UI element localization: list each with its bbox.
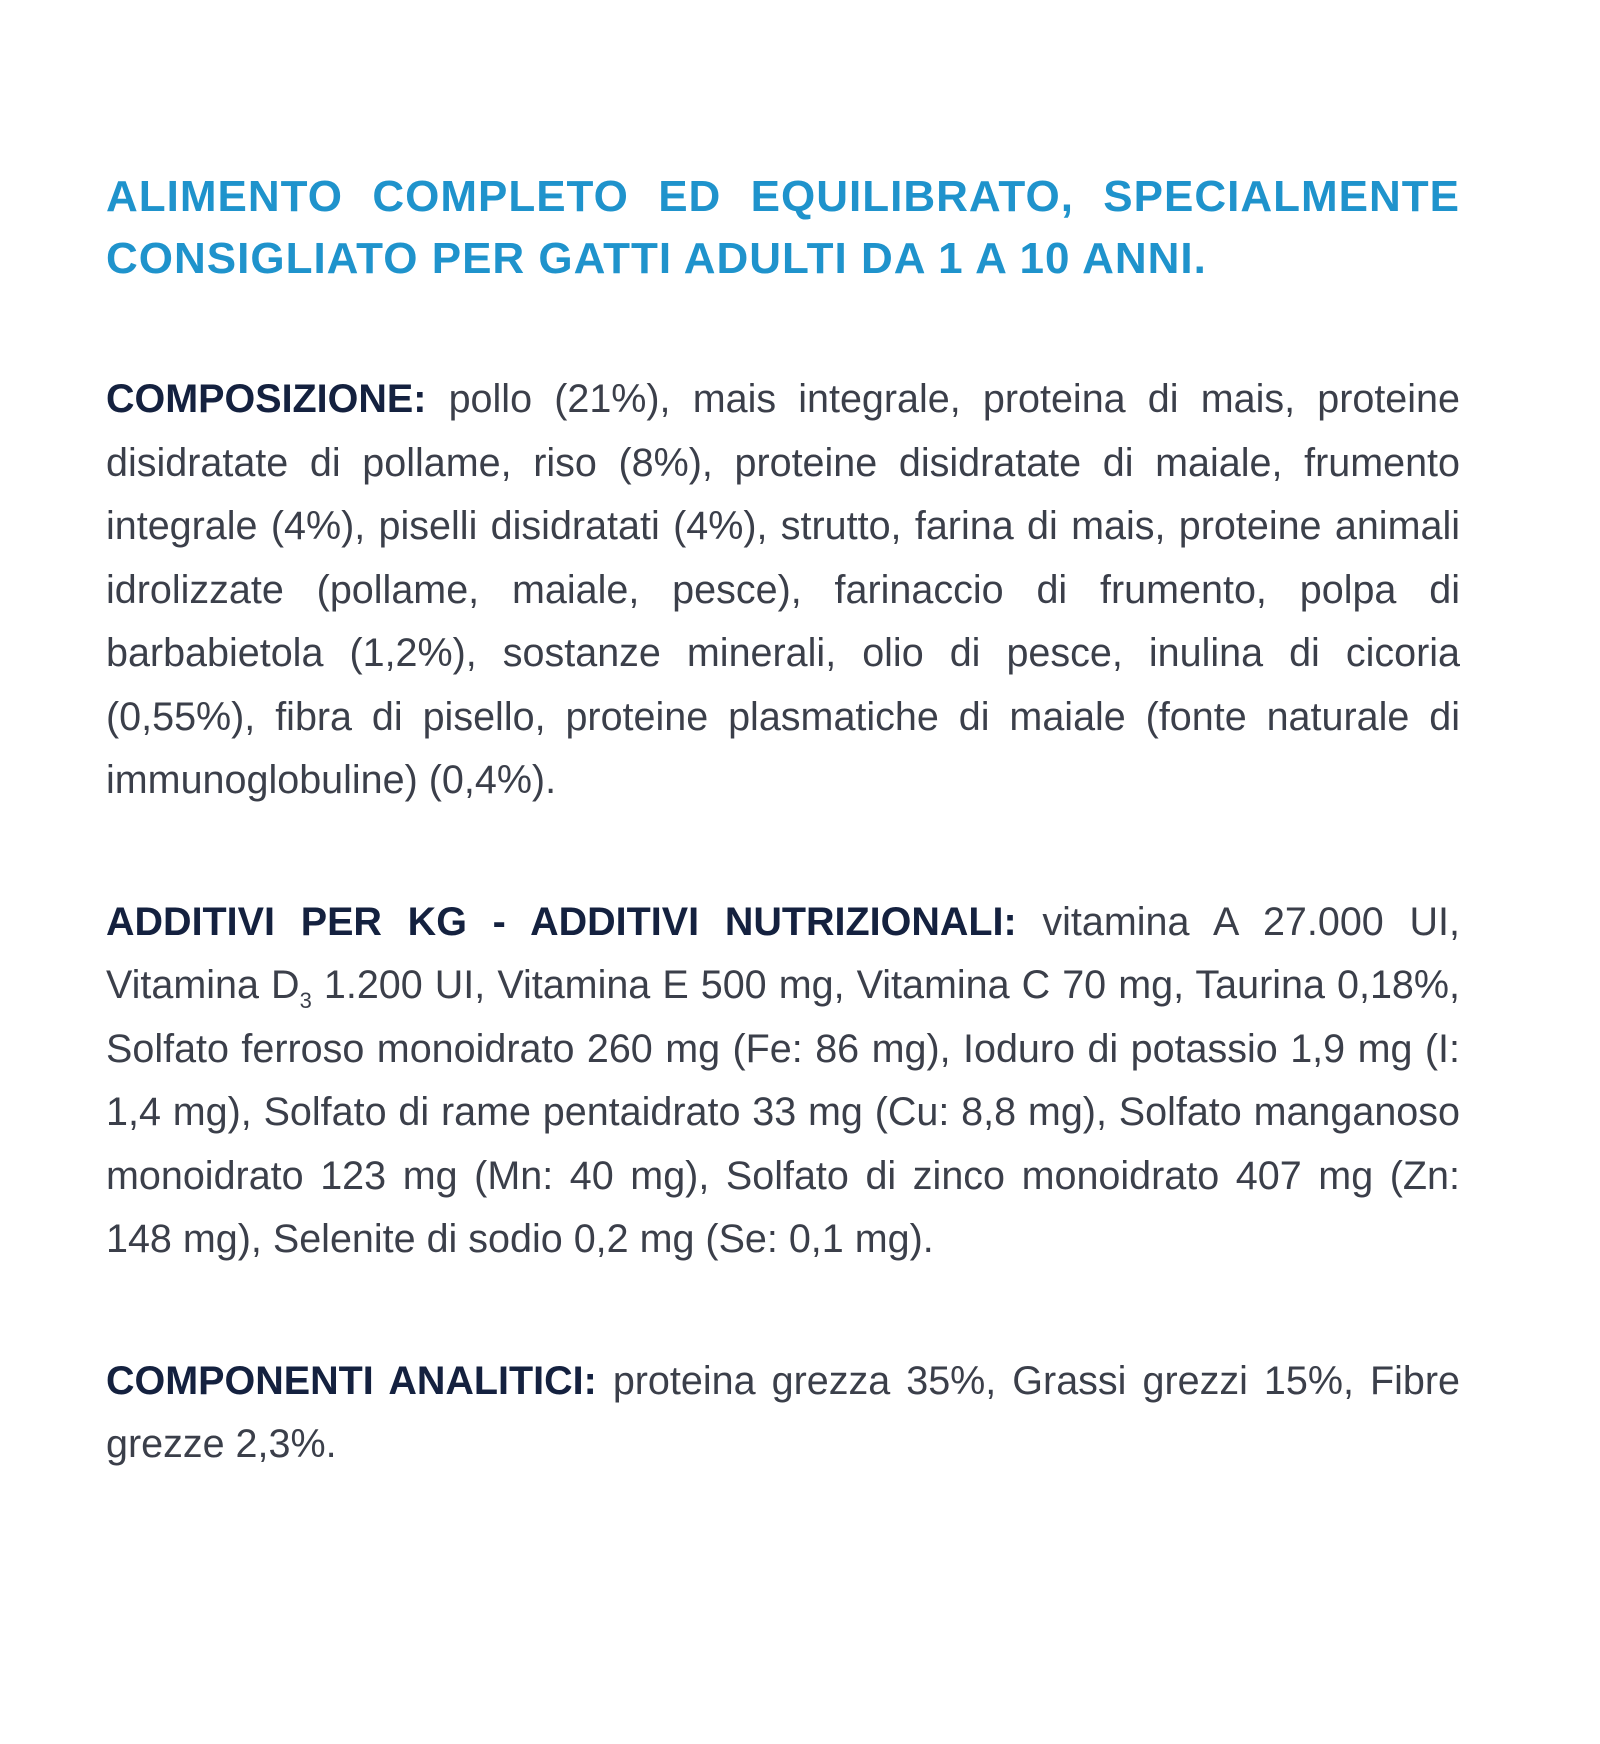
- vitamin-d-subscript: 3: [299, 988, 312, 1013]
- analytics-label: COMPONENTI ANALITICI:: [106, 1358, 597, 1403]
- additives-section: [106, 891, 1460, 1272]
- product-headline: ALIMENTO COMPLETO ED EQUILIBRATO, SPECIALMENTE CONSIGLIATO PER GATTI ADULTI DA 1 A 10 ANNI.: [106, 172, 1460, 283]
- product-label-text: [106, 166, 1460, 1477]
- additives-text-part1: vitamina A 27.000 UI, Vitamina D: [106, 899, 1460, 1007]
- additives-label: ADDITIVI PER KG - ADDITIVI NUTRIZIONALI:: [106, 899, 1017, 944]
- analytics-section: [106, 1350, 1460, 1477]
- composition-text: pollo (21%), mais integrale, proteina di mais, proteine disidratate di pollame, riso (8%), proteine disidratate di maiale, frumento integrale (4%), piselli disidratati (4%), strutto, farina di mais, proteine animali idrolizzate (pollame, maiale, pesce), farinaccio di frumento, polpa di barbabietola (1,2%), sostanze minerali, olio di pesce, inulina di cicoria (0,55%), fibra di pisello, proteine plasmatiche di maiale (fonte naturale di immunoglobuline) (0,4%).: [106, 377, 1460, 802]
- additives-text-part2: 1.200 UI, Vitamina E 500 mg, Vitamina C 70 mg, Taurina 0,18%, Solfato ferroso monoidrato 260 mg (Fe: 86 mg), Ioduro di potassio 1,9 mg (I: 1,4 mg), Solfato di rame pentaidrato 33 mg (Cu: 8,8 mg), Solfato manganoso monoidrato 123 mg (Mn: 40 mg), Solfato di zinco monoidrato 407 mg (Zn: 148 mg), Selenite di sodio 0,2 mg (Se: 0,1 mg).: [106, 963, 1460, 1261]
- composition-section: [106, 368, 1460, 813]
- analytics-text: proteina grezza 35%, Grassi grezzi 15%, Fibre grezze 2,3%.: [106, 1358, 1460, 1466]
- composition-label: COMPOSIZIONE:: [106, 377, 427, 421]
